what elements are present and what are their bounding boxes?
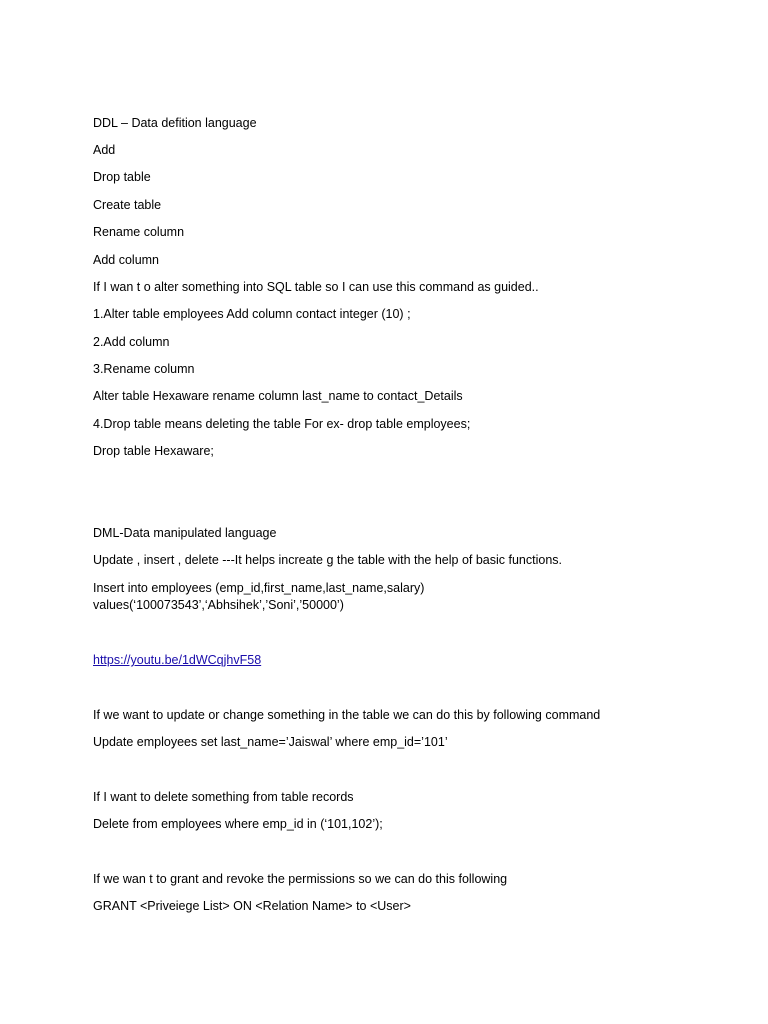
step-4: 4.Drop table means deleting the table For ex- drop table employees; (93, 417, 471, 431)
delete-intro: If I want to delete something from table records (93, 790, 354, 804)
ddl-heading: DDL – Data defition language (93, 116, 257, 130)
step-1: 1.Alter table employees Add column contact integer (10) ; (93, 307, 411, 321)
rename-example: Alter table Hexaware rename column last_name to contact_Details (93, 389, 463, 403)
delete-example: Delete from employees where emp_id in (‘101,102’); (93, 817, 383, 831)
ddl-item-drop-table: Drop table (93, 170, 151, 184)
grant-intro: If we wan t to grant and revoke the permissions so we can do this following (93, 872, 508, 886)
ddl-item-add: Add (93, 143, 116, 157)
dml-heading: DML-Data manipulated language (93, 526, 277, 540)
update-intro: If we want to update or change something in the table we can do this by following command (93, 708, 601, 722)
ddl-item-create-table: Create table (93, 198, 162, 212)
step-3: 3.Rename column (93, 362, 195, 376)
grant-example: GRANT <Priveiege List> ON <Relation Name> to <User> (93, 899, 411, 913)
ddl-item-add-column: Add column (93, 253, 160, 267)
insert-line-1: Insert into employees (emp_id,first_name,last_name,salary) (93, 581, 425, 595)
video-link[interactable]: https://youtu.be/1dWCqjhvF58 (93, 653, 262, 667)
ddl-item-rename-column: Rename column (93, 225, 185, 239)
update-example: Update employees set last_name=’Jaiswal’ where emp_id=’101’ (93, 735, 448, 749)
alter-intro: If I wan t o alter something into SQL table so I can use this command as guided.. (93, 280, 539, 294)
step-2: 2.Add column (93, 335, 170, 349)
drop-example: Drop table Hexaware; (93, 444, 214, 458)
insert-line-2: values(‘100073543’,‘Abhsihek’,’Soni’,’50000’) (93, 598, 344, 612)
dml-description: Update , insert , delete ---It helps increate g the table with the help of basic functions. (93, 553, 563, 567)
